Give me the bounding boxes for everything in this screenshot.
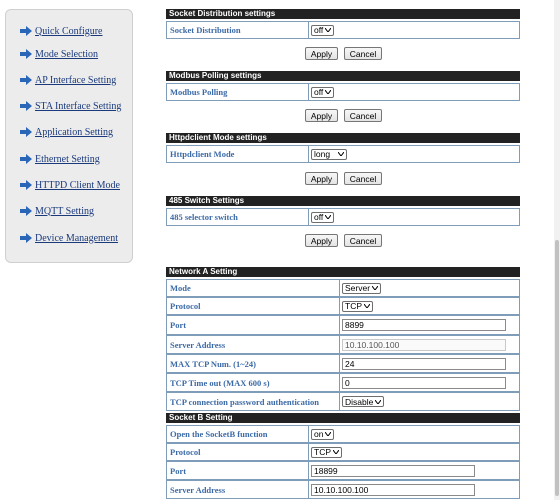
arrow-right-icon (20, 127, 32, 137)
select-value: off (314, 25, 324, 35)
field-value (340, 298, 519, 314)
nav-item-mode-selection[interactable] (20, 47, 98, 61)
field-value (309, 481, 519, 498)
field-value (340, 316, 519, 334)
chevron-down-icon (333, 450, 339, 454)
nav-label: Device Management (35, 232, 119, 244)
field-value (309, 22, 519, 38)
field-label: Protocol (167, 298, 340, 314)
field-label: Open the SocketB function (167, 426, 309, 442)
nav-label: HTTPD Client Mode (35, 179, 120, 191)
network-a-row-max-tcp (166, 354, 520, 373)
network-a-protocol-select[interactable] (342, 301, 373, 312)
chevron-down-icon (372, 286, 378, 290)
select-value: Server (345, 283, 371, 293)
scrollbar[interactable] (554, 0, 560, 500)
field-label: Protocol (167, 444, 309, 460)
field-label: Httpdclient Mode (167, 146, 309, 162)
field-value (340, 355, 519, 372)
nav-label: Quick Configure (35, 25, 103, 37)
field-label: Modbus Polling (167, 84, 309, 100)
arrow-right-icon (20, 75, 32, 85)
chevron-down-icon (338, 152, 344, 156)
cancel-button[interactable]: Cancel (344, 234, 382, 247)
arrow-right-icon (20, 233, 32, 243)
modbus-polling-select[interactable] (311, 87, 334, 98)
nav-label: AP Interface Setting (35, 74, 117, 86)
nav-item-ethernet[interactable] (20, 152, 100, 166)
nav-item-quick-configure[interactable] (20, 24, 103, 38)
select-value: off (314, 87, 324, 97)
network-a-password-auth-select[interactable] (342, 396, 384, 407)
select-value: on (314, 429, 324, 439)
settings-row (166, 83, 520, 101)
chevron-down-icon (325, 90, 331, 94)
arrow-right-icon (20, 154, 32, 164)
cancel-button[interactable]: Cancel (344, 109, 382, 122)
section-header-socket-distribution: Socket Distribution settings (166, 9, 520, 19)
nav-label: Mode Selection (35, 48, 99, 60)
field-label: Mode (167, 280, 340, 296)
arrow-right-icon (20, 180, 32, 190)
apply-button[interactable]: Apply (305, 47, 338, 60)
nav-label: STA Interface Setting (35, 100, 122, 112)
sidebar-menu (5, 9, 133, 263)
socket-b-protocol-select[interactable] (311, 447, 342, 458)
socket-distribution-select[interactable] (311, 25, 334, 36)
network-a-server-address-input[interactable]: 10.10.100.100 (342, 339, 506, 351)
settings-row (166, 21, 520, 39)
chevron-down-icon (375, 400, 381, 404)
socket-b-row-open (166, 425, 520, 443)
field-label: MAX TCP Num. (1~24) (167, 355, 340, 372)
network-a-row-protocol (166, 297, 520, 315)
nav-label: MQTT Setting (35, 205, 94, 217)
network-a-row-password-auth (166, 392, 520, 411)
cancel-button[interactable]: Cancel (344, 47, 382, 60)
field-value (340, 374, 519, 391)
arrow-right-icon (20, 101, 32, 111)
socket-b-port-input[interactable]: 18899 (311, 465, 475, 477)
485-selector-select[interactable] (311, 212, 334, 223)
chevron-down-icon (325, 215, 331, 219)
apply-button[interactable]: Apply (305, 172, 338, 185)
socket-b-open-select[interactable] (311, 429, 334, 440)
select-value: off (314, 212, 324, 222)
nav-label: Ethernet Setting (35, 153, 100, 165)
field-label: TCP connection password authentication (167, 393, 340, 410)
arrow-right-icon (20, 206, 32, 216)
chevron-down-icon (325, 432, 331, 436)
chevron-down-icon (325, 28, 331, 32)
select-value: Disable (345, 396, 374, 407)
field-value (340, 336, 519, 353)
nav-item-ap-interface[interactable] (20, 73, 116, 87)
cancel-button[interactable]: Cancel (344, 172, 382, 185)
select-value: TCP (345, 301, 362, 311)
field-value (309, 462, 519, 479)
arrow-right-icon (20, 26, 32, 36)
network-a-row-server-address (166, 335, 520, 354)
httpdclient-mode-select[interactable] (311, 149, 347, 160)
nav-item-sta-interface[interactable] (20, 99, 121, 113)
chevron-down-icon (364, 304, 370, 308)
field-value (309, 209, 519, 225)
network-a-max-tcp-input[interactable]: 24 (342, 358, 506, 370)
field-value (340, 280, 519, 296)
section-header-modbus: Modbus Polling settings (166, 71, 520, 81)
socket-b-row-protocol (166, 443, 520, 461)
select-value: long (314, 149, 331, 159)
network-a-row-port (166, 315, 520, 335)
arrow-right-icon (20, 49, 32, 59)
field-value (309, 426, 519, 442)
network-a-mode-select[interactable] (342, 283, 381, 294)
select-value: TCP (314, 447, 331, 457)
field-label: Port (167, 462, 309, 479)
apply-button[interactable]: Apply (305, 109, 338, 122)
socket-b-row-server-address (166, 480, 520, 499)
section-header-httpdclient: Httpdclient Mode settings (166, 133, 520, 143)
field-label: Port (167, 316, 340, 334)
field-label: 485 selector switch (167, 209, 309, 225)
field-value (340, 393, 519, 410)
field-value (309, 444, 519, 460)
network-a-row-tcp-timeout (166, 373, 520, 392)
section-header-485-switch: 485 Switch Settings (166, 196, 520, 206)
field-label: TCP Time out (MAX 600 s) (167, 374, 340, 391)
nav-item-device-management[interactable] (20, 231, 118, 245)
field-value (309, 146, 519, 162)
socket-b-server-address-input[interactable]: 10.10.100.100 (311, 484, 475, 496)
nav-item-mqtt[interactable] (20, 204, 94, 218)
field-label: Server Address (167, 481, 309, 498)
field-label: Socket Distribution (167, 22, 309, 38)
scrollbar-thumb[interactable] (555, 240, 559, 496)
settings-row (166, 145, 520, 163)
network-a-port-input[interactable]: 8899 (342, 319, 506, 331)
section-header-network-a: Network A Setting (166, 267, 520, 277)
network-a-tcp-timeout-input[interactable]: 0 (342, 377, 506, 389)
nav-label: Application Setting (35, 126, 114, 138)
settings-row (166, 208, 520, 226)
nav-item-application[interactable] (20, 125, 113, 139)
apply-button[interactable]: Apply (305, 234, 338, 247)
nav-item-httpd-client[interactable] (20, 178, 120, 192)
network-a-row-mode (166, 279, 520, 297)
field-label: Server Address (167, 336, 340, 353)
section-header-socket-b: Socket B Setting (166, 413, 520, 423)
field-value (309, 84, 519, 100)
socket-b-row-port (166, 461, 520, 480)
